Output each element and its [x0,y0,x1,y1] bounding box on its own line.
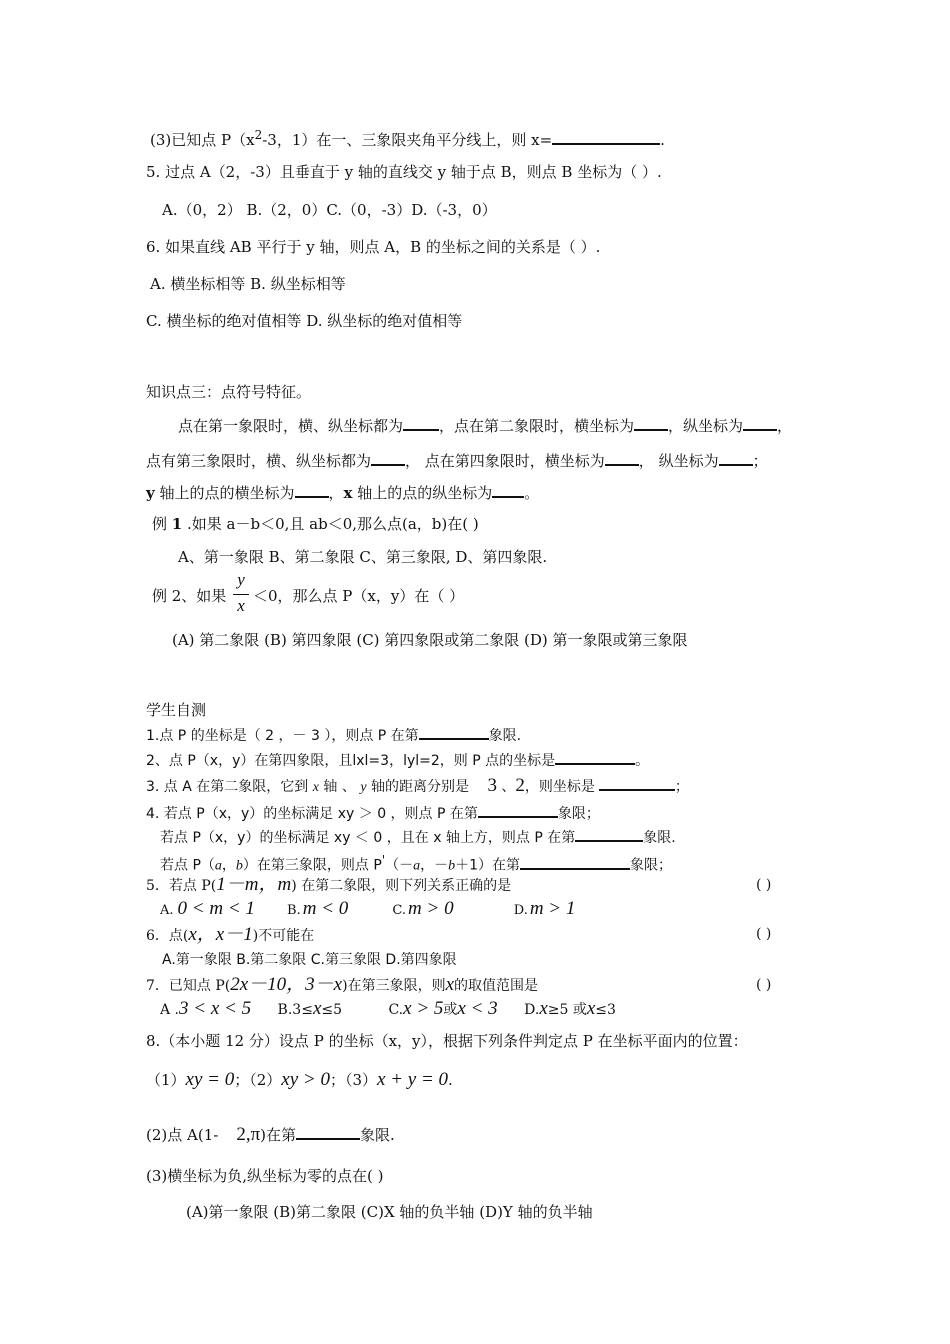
test-4b [160,826,676,848]
example-2-text: ＜0，那么点 P（x，y）在（ ） [253,587,465,605]
test-5-options [160,899,575,921]
kp-l2-text-a: 点有第三象限时，横、纵坐标都为 [146,452,372,470]
t7-option-b-x: x [312,998,322,1019]
test-5 [146,875,511,896]
t7-option-c-or: 或 [443,1002,458,1018]
t2-text: 2、点 P（x，y）在第四象限，且lxl=3，lyl=2，则 P 点的坐标是 [146,753,556,769]
t6-expression: x，x－1 [188,924,253,945]
t3-text-d: 、 [496,779,516,795]
t3-y: y [360,780,367,795]
knowledge-line-1 [178,415,792,436]
t4c-b-2: b [448,858,456,874]
p2-text-a: (2)点 A(1- [146,1126,219,1144]
p2-answer-blank[interactable] [296,1124,360,1140]
kp-l3-text-e: 轴上的点的纵坐标为 [352,484,493,502]
kp-blank-y-axis[interactable] [295,482,329,498]
t5-text-a: 5．若点 P( [146,878,217,894]
p2-suffix: 象限. [360,1126,395,1144]
kp-l3-text-b: 轴上的点的横坐标为 [154,484,295,502]
t4c-text-1: 若点 P（ [160,857,215,874]
q3-superscript: 2 [254,128,263,142]
kp-l2-text-d: ； [752,452,768,470]
t5-option-d-label: D. [513,903,528,918]
kp-l2-text-c: ， 纵坐标为 [638,452,719,470]
t8-sub-3: ；（3） [329,1071,378,1089]
t3-x: x [312,780,319,795]
t3-text-b: 轴 、 [318,779,356,795]
kp-l1-text-c: ，纵坐标为 [668,417,744,435]
t7-option-d-tail: ≤3 [595,1002,616,1018]
t4b-answer-blank[interactable] [575,826,643,842]
t7-option-a-label: A . [160,1002,180,1018]
t7-text-b: )在第三象限，则 [342,978,446,994]
t5-option-c: m > 0 [408,898,454,919]
t8-end: . [448,1071,453,1089]
t8-sub-2: ；（2） [234,1071,282,1089]
part-3-question: (3)横坐标为负,纵坐标为零的点在( ) [146,1167,384,1185]
t7-option-d-mid: ≥5 或 [547,1002,587,1018]
p2-expression: 2,π [236,1124,261,1145]
kp-l3-text-c: ， [328,484,344,502]
t7-text-a: 7．已知点 P( [146,978,231,994]
t7-option-b-tail: ≤5 [321,1002,343,1018]
t5-option-a: 0 < m < 1 [177,898,255,919]
question-6: 6. 如果直线 AB 平行于 y 轴，则点 A，B 的坐标之间的关系是（ ）. [146,238,601,256]
t5-option-b: m < 0 [302,898,349,919]
knowledge-line-2 [146,450,768,471]
t4c-text-3: ）在第三象限，则点 P [242,857,382,874]
test-1 [146,724,521,746]
test-2 [146,749,649,771]
t5-option-a-label: A. [160,903,174,918]
t4a-answer-blank[interactable] [478,802,558,818]
question-6-options-cd: C. 横坐标的绝对值相等 D. 纵坐标的绝对值相等 [146,312,463,330]
t2-suffix: 。 [635,753,650,769]
test-7-options [160,999,616,1020]
t8-expr-3: x + y = 0 [377,1069,449,1090]
question-3-line: (3)已知点 $P(x^2-3$，1）在一、三象限夹角平分线上，则 x= . [150,128,665,149]
kp-l3-x: x [343,484,353,502]
example-2-label: 例 2、如果 [152,587,227,605]
kp-l3-text-f: 。 [524,484,540,502]
t4a-suffix: 象限； [557,806,600,822]
t4c-b: b [235,858,243,874]
ex1-label: 例 [152,515,172,533]
t4c-a: a [214,858,222,874]
t1-answer-blank[interactable] [419,724,489,740]
t4c-text-5: ，－ [420,857,449,874]
t7-answer-paren[interactable]: ( ) [756,977,772,993]
part-3-options: (A)第一象限 (B)第二象限 (C)X 轴的负半轴 (D)Y 轴的负半轴 [186,1203,593,1221]
t7-option-d-x: x [539,998,548,1019]
t7-option-c-2: x < 3 [457,998,498,1019]
kp-blank-q2-y[interactable] [743,415,777,431]
t1-suffix: 象限. [488,728,522,744]
kp-blank-q1[interactable] [403,415,439,431]
t7-option-b-label: B.3≤ [277,1002,313,1018]
kp-l2-text-b: ， 点在第四象限时，横坐标为 [405,452,605,470]
t7-option-c-1: x > 5 [403,998,444,1019]
t3-two: 2 [515,775,525,796]
q3-text-a: (3)已知点 P（x [150,131,255,149]
kp-l1-text-d: ， [777,417,793,435]
t4c-text-2: ， [221,857,236,874]
test-8: 8.（本小题 12 分）设点 P 的坐标（x，y），根据下列条件判定点 P 在坐标平面内的位置： [146,1032,748,1050]
t7-option-c-label: C. [388,1002,404,1018]
t6-answer-paren[interactable]: ( ) [756,926,772,942]
kp-l1-text-a: 点在第一象限时，横、纵坐标都为 [178,417,404,435]
t4c-prime: ' [381,853,386,867]
question-5-options: A.（0，2） B.（2，0）C.（0，-3）D.（-3，0） [162,201,497,219]
t7-expression: 2x－10，3－x [230,974,343,995]
t8-sub-1: （1） [146,1071,186,1089]
ex1-text: .如果 a－b＜0,且 ab＜0,那么点(a，b)在( ) [182,515,479,533]
t8-expr-1: xy = 0 [185,1069,235,1090]
q3-answer-blank[interactable] [552,129,660,145]
test-8-conditions [146,1070,453,1090]
t1-text: 1.点 P 的坐标是（ 2 ，－ 3 ），则点 P 在第 [146,728,419,744]
test-4a [146,802,600,824]
ex1-number: 1 [171,515,183,533]
t5-text-b: ) 在第二象限，则下列关系正确的是 [291,878,512,894]
t6-text-a: 6．点( [146,928,189,944]
kp-blank-x-axis[interactable] [492,482,524,498]
test-6-options: A.第一象限 B.第二象限 C.第三象限 D.第四象限 [162,952,457,968]
t5-option-d: m > 1 [529,898,576,919]
kp-blank-q3[interactable] [371,450,405,466]
t7-option-d-x2: x [586,998,596,1019]
test-7 [146,975,538,996]
example-2-options: (A) 第二象限 (B) 第四象限 (C) 第四象限或第二象限 (D) 第一象限或第三象限 [172,631,688,649]
kp-l1-text-b: ，点在第二象限时，横坐标为 [439,417,635,435]
question-5: 5. 过点 A（2，-3）且垂直于 y 轴的直线交 y 轴于点 B，则点 B 坐标为（ ）. [146,163,662,181]
t7-option-a: 3 < x < 5 [179,998,252,1019]
t4c-text-6: ＋1）在第 [455,857,521,874]
t3-text-a: 3. 点 A 在第二象限，它到 [146,779,309,795]
question-6-options-ab: A. 横坐标相等 B. 纵坐标相等 [150,275,346,293]
t2-answer-blank[interactable] [555,749,635,765]
kp-blank-q2-x[interactable] [634,415,668,431]
example-2-fraction-denominator: x [237,596,245,615]
t4c-a-2: a [413,858,421,874]
kp-blank-q4-x[interactable] [605,450,639,466]
kp-l3-y: y [146,484,155,502]
t8-expr-2: xy > 0 [281,1069,330,1090]
t5-answer-paren[interactable]: ( ) [756,877,772,893]
t3-text-e: ，则坐标是 [524,779,595,795]
example-2-fraction-bar [233,594,249,595]
t4c-answer-blank[interactable] [520,854,630,870]
t3-suffix: ； [674,779,689,795]
example-2-fraction-numerator: y [237,570,245,589]
knowledge-point-3-heading: 知识点三：点符号特征。 [146,383,312,401]
t7-text-c: 的取值范围是 [454,978,539,994]
test-4c [160,850,672,877]
t4b-text: 若点 P（x，y）的坐标满足 xy ＜ 0 ，且在 x 轴上方，则点 P 在第 [160,830,576,846]
t4c-suffix: 象限； [630,857,673,874]
self-test-heading: 学生自测 [146,701,207,719]
t5-expression: 1－m，m [216,874,292,895]
example-1-options: A、第一象限 B、第二象限 C、第三象限, D、第四象限. [178,548,548,566]
t7-option-d-label: D. [524,1002,540,1018]
t6-text-b: )不可能在 [252,928,315,944]
p2-text-c: )在第 [260,1126,297,1144]
t5-option-c-label: C. [392,903,407,918]
t4a-text: 4. 若点 P（x，y）的坐标满足 xy ＞ 0 ，则点 P 在第 [146,806,478,822]
knowledge-line-3 [146,482,539,503]
t4c-text-4: （－ [385,857,414,874]
part-2-question [146,1124,395,1145]
kp-blank-q4-y[interactable] [719,450,753,466]
t5-option-b-label: B. [287,903,301,918]
t4b-suffix: 象限. [643,830,676,846]
t7-x: x [445,974,455,995]
test-6 [146,925,314,946]
t3-text-c: 轴的距离分别是 [366,779,469,795]
t3-three: 3 [487,775,497,796]
t3-answer-blank[interactable] [599,775,675,791]
example-1 [152,514,479,534]
test-3 [146,775,689,798]
q3-text-b: -3，1）在一、三象限夹角平分线上，则 x= [262,131,553,149]
